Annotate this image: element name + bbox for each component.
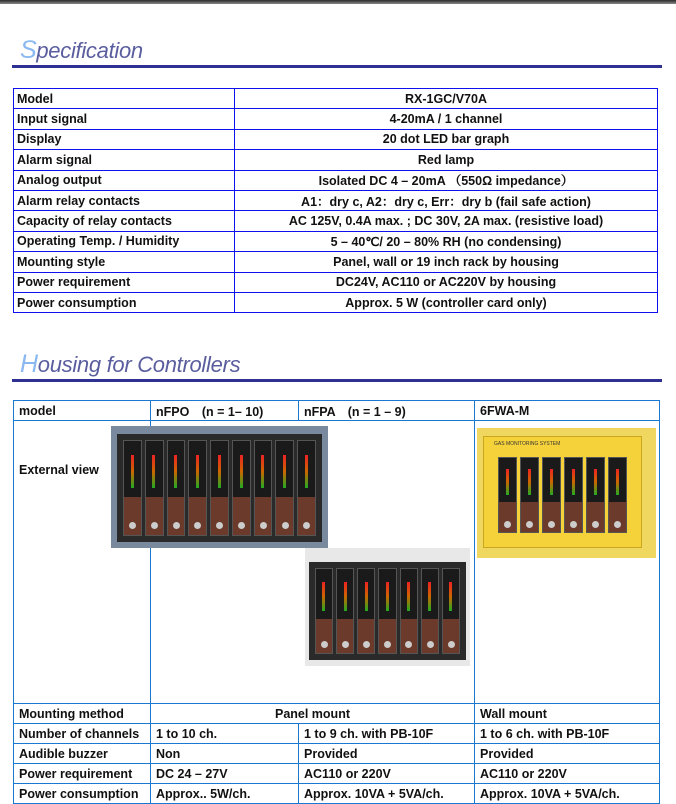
cell-value: Approx.. 5W/ch.	[151, 784, 299, 804]
spec-row	[14, 150, 658, 170]
row-label: Number of channels	[14, 724, 151, 744]
window-top-bar	[0, 0, 676, 4]
controller-card	[564, 457, 583, 533]
heading-text: ousing for Controllers	[37, 352, 241, 377]
table-row	[14, 784, 660, 804]
controller-card	[400, 568, 418, 654]
header-cell: 6FWA-M	[475, 401, 660, 421]
spec-label: Input signal	[14, 109, 235, 129]
spec-label: Model	[14, 89, 235, 109]
spec-row	[14, 252, 658, 272]
controller-card	[586, 457, 605, 533]
controller-card	[357, 568, 375, 654]
spec-value: A1：dry c, A2：dry c, Err：dry b (fail safe action)	[235, 190, 658, 210]
controller-card	[378, 568, 396, 654]
spec-label: Analog output	[14, 170, 235, 190]
header-cell: nFPO (n = 1– 10)	[151, 401, 299, 421]
spec-label: Power requirement	[14, 272, 235, 292]
cell-value: Non	[151, 744, 299, 764]
box-label: GAS MONITORING SYSTEM	[494, 441, 561, 447]
cell-value: Provided	[299, 744, 475, 764]
spec-row	[14, 272, 658, 292]
spec-row	[14, 231, 658, 251]
controller-card	[254, 440, 273, 536]
spec-row	[14, 211, 658, 231]
controller-card	[421, 568, 439, 654]
table-row	[14, 724, 660, 744]
cell-value: Wall mount	[475, 704, 660, 724]
external-view-label: External view	[14, 421, 151, 704]
spec-label: Power consumption	[14, 292, 235, 312]
controller-card	[315, 568, 333, 654]
controller-card	[123, 440, 142, 536]
controller-card	[520, 457, 539, 533]
spec-value: RX-1GC/V70A	[235, 89, 658, 109]
spec-value: AC 125V, 0.4A max. ; DC 30V, 2A max. (resistive load)	[235, 211, 658, 231]
spec-value: Approx. 5 W (controller card only)	[235, 292, 658, 312]
section-divider	[12, 379, 662, 382]
spec-label: Capacity of relay contacts	[14, 211, 235, 231]
6fwa-m-housing-photo	[477, 428, 656, 558]
spec-row	[14, 190, 658, 210]
controller-card	[188, 440, 207, 536]
controller-card	[336, 568, 354, 654]
cell-value: DC 24 – 27V	[151, 764, 299, 784]
controller-card	[275, 440, 294, 536]
spec-value: 5 – 40℃/ 20 – 80% RH (no condensing)	[235, 231, 658, 251]
spec-value: Panel, wall or 19 inch rack by housing	[235, 252, 658, 272]
table-row	[14, 744, 660, 764]
cell-value: 1 to 9 ch. with PB-10F	[299, 724, 475, 744]
table-row	[14, 704, 660, 724]
controller-card	[232, 440, 251, 536]
cell-value: AC110 or 220V	[299, 764, 475, 784]
controller-card	[542, 457, 561, 533]
controller-card	[498, 457, 517, 533]
cell-value: Approx. 10VA + 5VA/ch.	[475, 784, 660, 804]
row-label: Audible buzzer	[14, 744, 151, 764]
heading-initial: S	[20, 36, 37, 64]
spec-label: Mounting style	[14, 252, 235, 272]
controller-card	[442, 568, 460, 654]
row-label: Power consumption	[14, 784, 151, 804]
spec-row	[14, 89, 658, 109]
cell-value: 1 to 10 ch.	[151, 724, 299, 744]
header-cell: nFPA (n = 1 – 9)	[299, 401, 475, 421]
cell-value: 1 to 6 ch. with PB-10F	[475, 724, 660, 744]
heading-text: pecification	[36, 38, 143, 63]
controller-card	[145, 440, 164, 536]
spec-value: Red lamp	[235, 150, 658, 170]
controller-card	[297, 440, 316, 536]
row-label: Mounting method	[14, 704, 151, 724]
spec-value: Isolated DC 4 – 20mA （550Ω impedance）	[235, 170, 658, 190]
controller-card	[167, 440, 186, 536]
spec-value: 20 dot LED bar graph	[235, 129, 658, 149]
spec-row	[14, 109, 658, 129]
spec-value: DC24V, AC110 or AC220V by housing	[235, 272, 658, 292]
section-divider	[12, 65, 662, 68]
spec-label: Alarm signal	[14, 150, 235, 170]
cell-value: Panel mount	[151, 704, 475, 724]
row-label: Power requirement	[14, 764, 151, 784]
table-row	[14, 764, 660, 784]
cell-value: Provided	[475, 744, 660, 764]
table-header-row	[14, 401, 660, 421]
housing-heading	[20, 350, 240, 379]
spec-row	[14, 292, 658, 312]
spec-label: Display	[14, 129, 235, 149]
spec-row	[14, 129, 658, 149]
nfpa-housing-photo	[305, 548, 470, 666]
spec-value: 4-20mA / 1 channel	[235, 109, 658, 129]
heading-initial: H	[20, 350, 38, 378]
cell-value: Approx. 10VA + 5VA/ch.	[299, 784, 475, 804]
header-cell: model	[14, 401, 151, 421]
controller-card	[210, 440, 229, 536]
spec-label: Alarm relay contacts	[14, 190, 235, 210]
spec-label: Operating Temp. / Humidity	[14, 231, 235, 251]
cell-value: AC110 or 220V	[475, 764, 660, 784]
specification-heading	[20, 36, 143, 65]
nfpo-housing-photo	[111, 426, 328, 548]
specification-table	[13, 88, 658, 313]
controller-card	[608, 457, 627, 533]
spec-row	[14, 170, 658, 190]
